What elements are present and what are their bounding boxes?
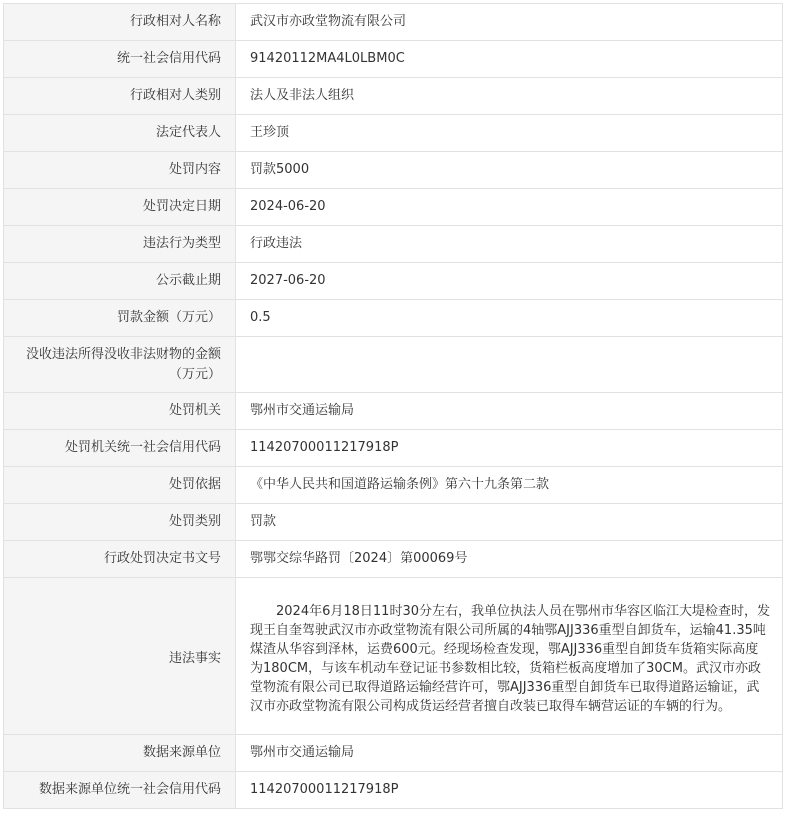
- row-data-source-credit-code: [4, 772, 783, 809]
- row-confiscation-amount: [4, 337, 783, 393]
- credit-code-label: 统一社会信用代码: [4, 41, 236, 78]
- data-source-value: 鄂州市交通运输局: [236, 735, 783, 772]
- party-type-label: 行政相对人类别: [4, 78, 236, 115]
- fine-amount-value: 0.5: [236, 300, 783, 337]
- row-credit-code: [4, 41, 783, 78]
- row-publicity-deadline: [4, 263, 783, 300]
- legal-representative-label: 法定代表人: [4, 115, 236, 152]
- fine-amount-label: 罚款金额（万元）: [4, 300, 236, 337]
- decision-document-number-value: 鄂鄂交综华路罚〔2024〕第00069号: [236, 541, 783, 578]
- row-fine-amount: [4, 300, 783, 337]
- violation-facts-label: 违法事实: [4, 578, 236, 735]
- party-name-value: 武汉市亦政堂物流有限公司: [236, 4, 783, 41]
- party-type-value: 法人及非法人组织: [236, 78, 783, 115]
- row-penalty-authority: [4, 393, 783, 430]
- publicity-deadline-value: 2027-06-20: [236, 263, 783, 300]
- row-party-name: [4, 4, 783, 41]
- authority-credit-code-value: 11420700011217918P: [236, 430, 783, 467]
- decision-date-label: 处罚决定日期: [4, 189, 236, 226]
- row-legal-representative: [4, 115, 783, 152]
- penalty-content-value: 罚款5000: [236, 152, 783, 189]
- penalty-content-label: 处罚内容: [4, 152, 236, 189]
- decision-date-value: 2024-06-20: [236, 189, 783, 226]
- row-decision-document-number: [4, 541, 783, 578]
- legal-representative-value: 王珍顶: [236, 115, 783, 152]
- row-data-source: [4, 735, 783, 772]
- penalty-basis-value: 《中华人民共和国道路运输条例》第六十九条第二款: [236, 467, 783, 504]
- row-penalty-content: [4, 152, 783, 189]
- decision-document-number-label: 行政处罚决定书文号: [4, 541, 236, 578]
- data-source-credit-code-value: 11420700011217918P: [236, 772, 783, 809]
- penalty-authority-label: 处罚机关: [4, 393, 236, 430]
- violation-type-label: 违法行为类型: [4, 226, 236, 263]
- penalty-basis-label: 处罚依据: [4, 467, 236, 504]
- penalty-category-value: 罚款: [236, 504, 783, 541]
- credit-code-value: 91420112MA4L0LBM0C: [236, 41, 783, 78]
- row-authority-credit-code: [4, 430, 783, 467]
- confiscation-amount-label: 没收违法所得没收非法财物的金额（万元）: [4, 337, 236, 393]
- party-name-label: 行政相对人名称: [4, 4, 236, 41]
- data-source-label: 数据来源单位: [4, 735, 236, 772]
- authority-credit-code-label: 处罚机关统一社会信用代码: [4, 430, 236, 467]
- violation-facts-text: 2024年6月18日11时30分左右，我单位执法人员在鄂州市华容区临江大堤检查时，发现王自奎驾驶武汉市亦政堂物流有限公司所属的4轴鄂AJJ336重型自卸货车，运输41.35吨煤渣从华容到泽林，运费600元。经现场检查发现，鄂AJJ336重型自卸货车货箱实际高度为180CM，与该车机动车登记证书参数相比较，货箱栏板高度增加了30CM。武汉市亦政堂物流有限公司已取得道路运输经营许可，鄂AJJ336重型自卸货车已取得道路运输证，武汉市亦政堂物流有限公司构成货运经营者擅自改装已取得车辆营运证的车辆的行为。: [250, 603, 770, 714]
- penalty-category-label: 处罚类别: [4, 504, 236, 541]
- confiscation-amount-value: [236, 337, 783, 393]
- row-decision-date: [4, 189, 783, 226]
- data-source-credit-code-label: 数据来源单位统一社会信用代码: [4, 772, 236, 809]
- row-violation-type: [4, 226, 783, 263]
- penalty-authority-value: 鄂州市交通运输局: [236, 393, 783, 430]
- publicity-deadline-label: 公示截止期: [4, 263, 236, 300]
- penalty-info-table: [3, 3, 783, 809]
- violation-type-value: 行政违法: [236, 226, 783, 263]
- row-party-type: [4, 78, 783, 115]
- row-penalty-basis: [4, 467, 783, 504]
- row-violation-facts: [4, 578, 783, 735]
- violation-facts-cell: [236, 578, 783, 735]
- row-penalty-category: [4, 504, 783, 541]
